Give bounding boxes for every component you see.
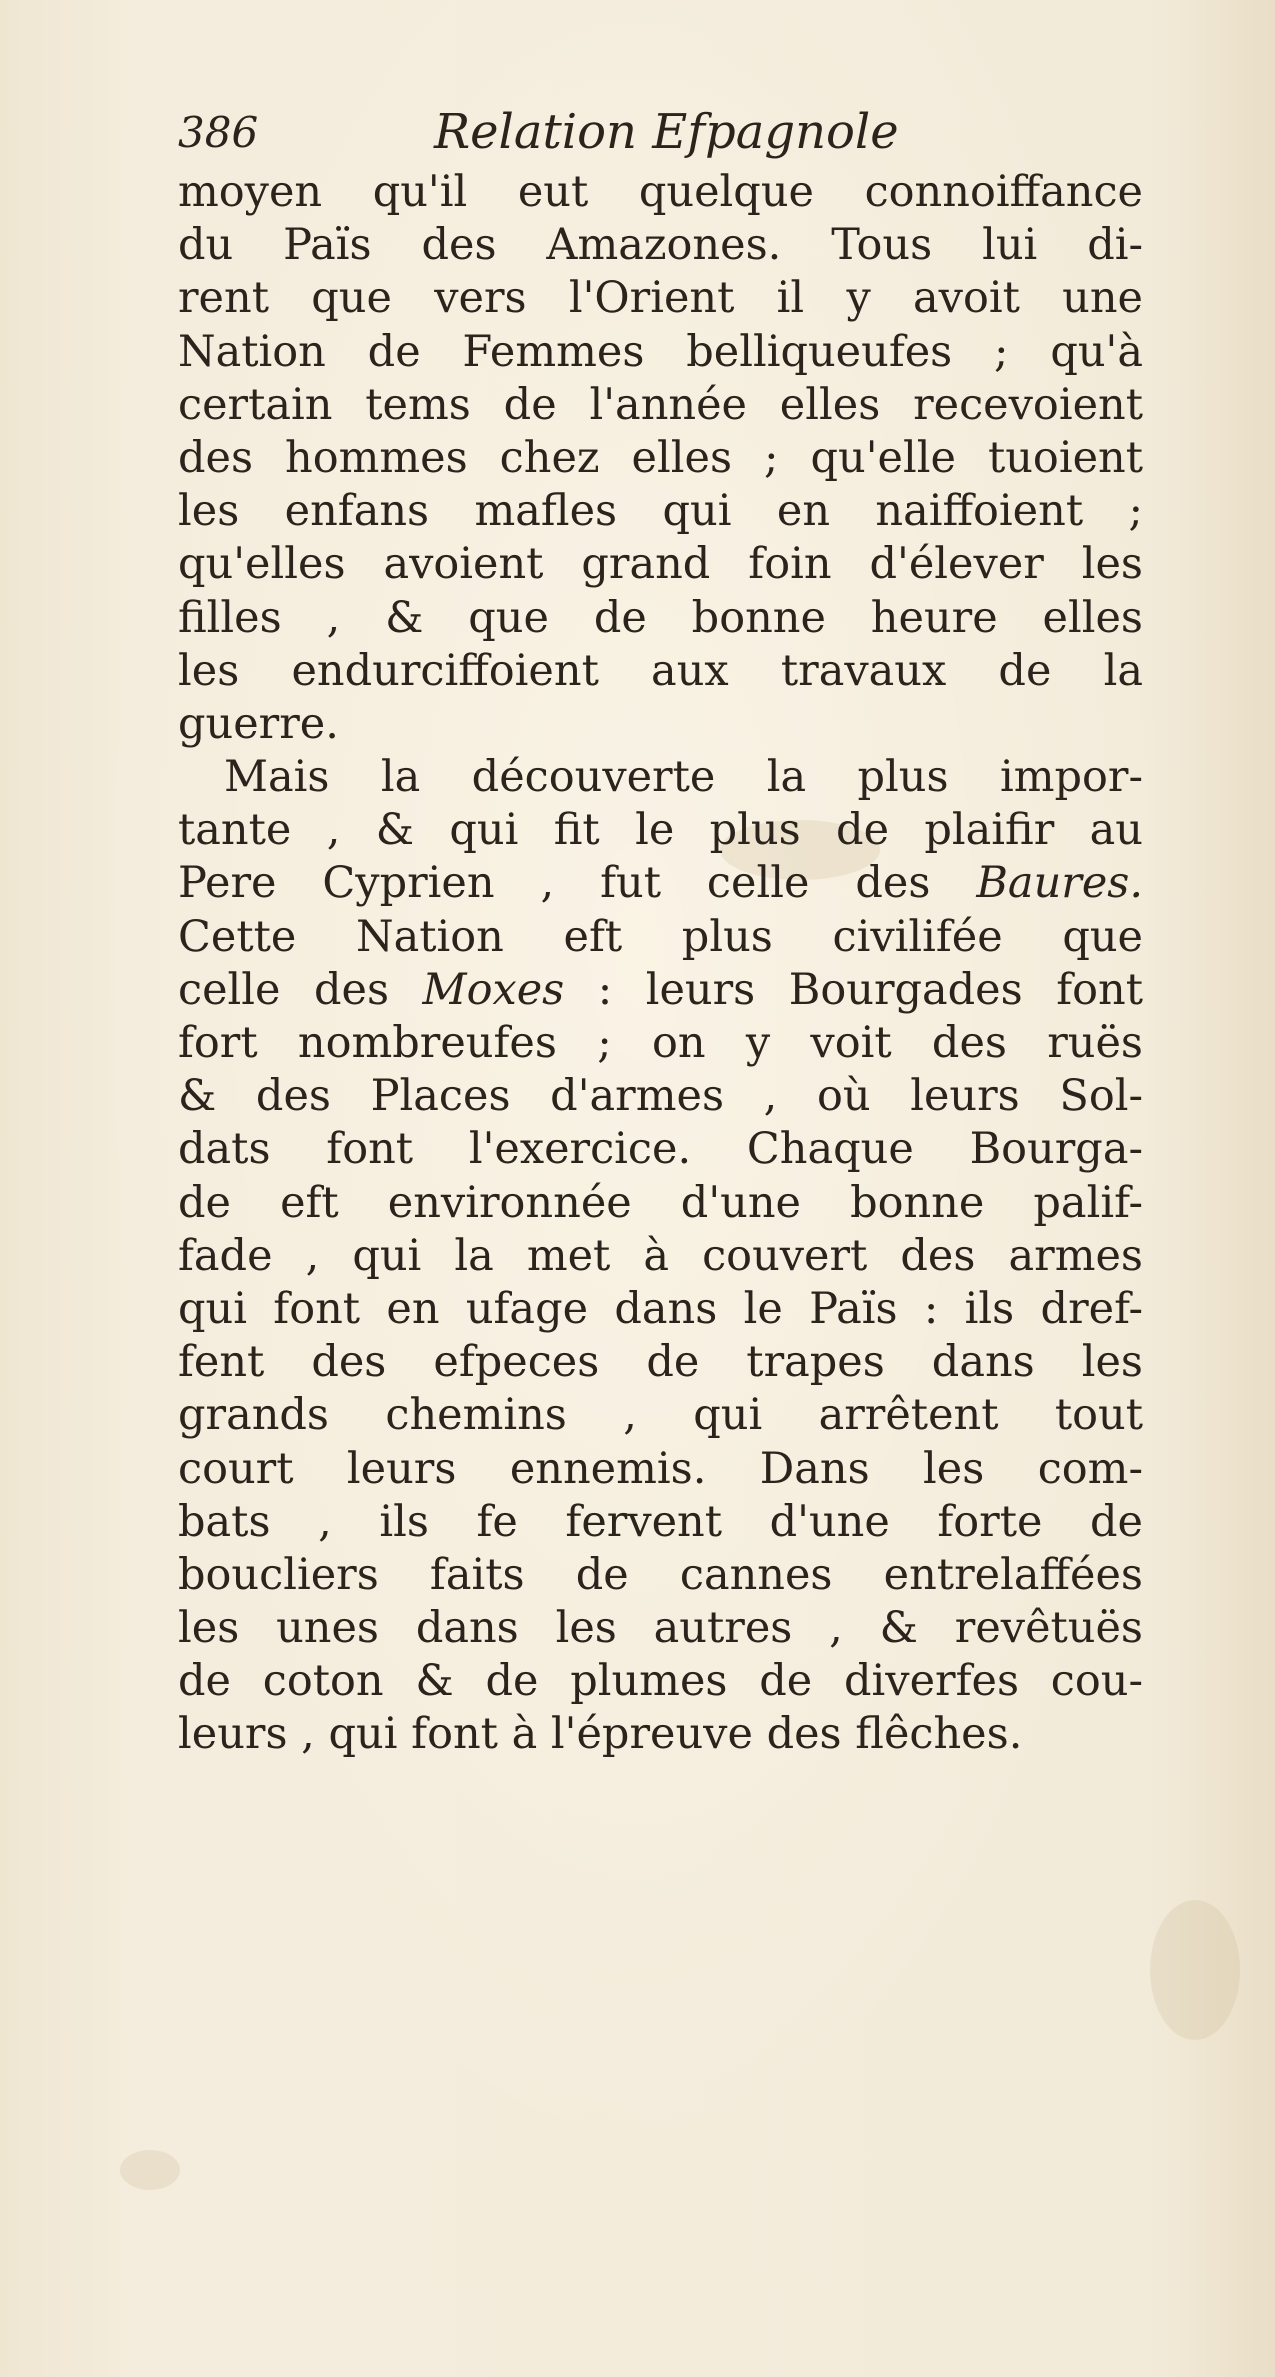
text-line: certain tems de l'année elles recevoient bbox=[178, 379, 1143, 430]
text-line: les unes dans les autres , & revêtuës bbox=[178, 1603, 1143, 1654]
text-line: qu'elles avoient grand foin d'élever les bbox=[178, 539, 1143, 590]
text-line: les enfans mafles qui en naiffoient ; bbox=[178, 486, 1143, 537]
text-line: leurs , qui font à l'épreuve des flêches. bbox=[178, 1709, 1023, 1760]
text-segment: : leurs Bourgades font bbox=[564, 964, 1143, 1015]
text-line: Cette Nation eft plus civilifée que bbox=[178, 911, 1143, 962]
text-line: Nation de Femmes belliqueufes ; qu'à bbox=[178, 326, 1143, 377]
text-line: des hommes chez elles ; qu'elle tuoient bbox=[178, 432, 1143, 483]
text-line: guerre. bbox=[178, 698, 339, 749]
text-line: de eft environnée d'une bonne palif- bbox=[178, 1177, 1143, 1228]
text-line: fent des efpeces de trapes dans les bbox=[178, 1337, 1143, 1388]
text-line: qui font en ufage dans le Païs : ils dref- bbox=[178, 1283, 1143, 1334]
text-line: fort nombreufes ; on y voit des ruës bbox=[178, 1018, 1143, 1068]
page-number: 386 bbox=[178, 108, 259, 157]
text-line: boucliers faits de cannes entrelaffées bbox=[178, 1549, 1143, 1600]
body-text bbox=[178, 166, 1143, 1762]
text-segment: celle des bbox=[178, 964, 390, 1015]
text-line: du Païs des Amazones. Tous lui di- bbox=[178, 220, 1143, 271]
text-line: tante , & qui fit le plus de plaifir au bbox=[178, 805, 1143, 856]
text-line: de coton & de plumes de diverfes cou- bbox=[178, 1656, 1143, 1707]
text-line: moyen qu'il eut quelque connoiffance bbox=[178, 167, 1143, 217]
text-line: les endurciffoient aux travaux de la bbox=[178, 645, 1143, 696]
text-line: rent que vers l'Orient il y avoit une bbox=[178, 273, 1143, 324]
paragraph-start-line: Mais la découverte la plus impor- bbox=[224, 752, 1143, 803]
text-line bbox=[178, 857, 1143, 910]
paper-stain bbox=[1150, 1900, 1240, 2040]
text-line: dats font l'exercice. Chaque Bourga- bbox=[178, 1124, 1143, 1175]
text-line: fade , qui la met à couvert des armes bbox=[178, 1230, 1143, 1281]
paper-stain bbox=[120, 2150, 180, 2190]
text-line: & des Places d'armes , où leurs Sol- bbox=[178, 1071, 1143, 1122]
italic-term-moxes: Moxes bbox=[422, 964, 565, 1015]
text-line: filles , & que de bonne heure elles bbox=[178, 592, 1143, 643]
running-title: Relation Efpagnole bbox=[434, 104, 899, 160]
text-segment: Pere Cyprien , fut celle des bbox=[178, 858, 931, 909]
text-line: bats , ils fe fervent d'une forte de bbox=[178, 1496, 1143, 1547]
italic-term-baures: Baures. bbox=[976, 858, 1143, 909]
text-line: court leurs ennemis. Dans les com- bbox=[178, 1443, 1143, 1494]
text-line bbox=[178, 964, 1143, 1017]
text-line: grands chemins , qui arrêtent tout bbox=[178, 1390, 1143, 1441]
page-header bbox=[178, 100, 1138, 170]
